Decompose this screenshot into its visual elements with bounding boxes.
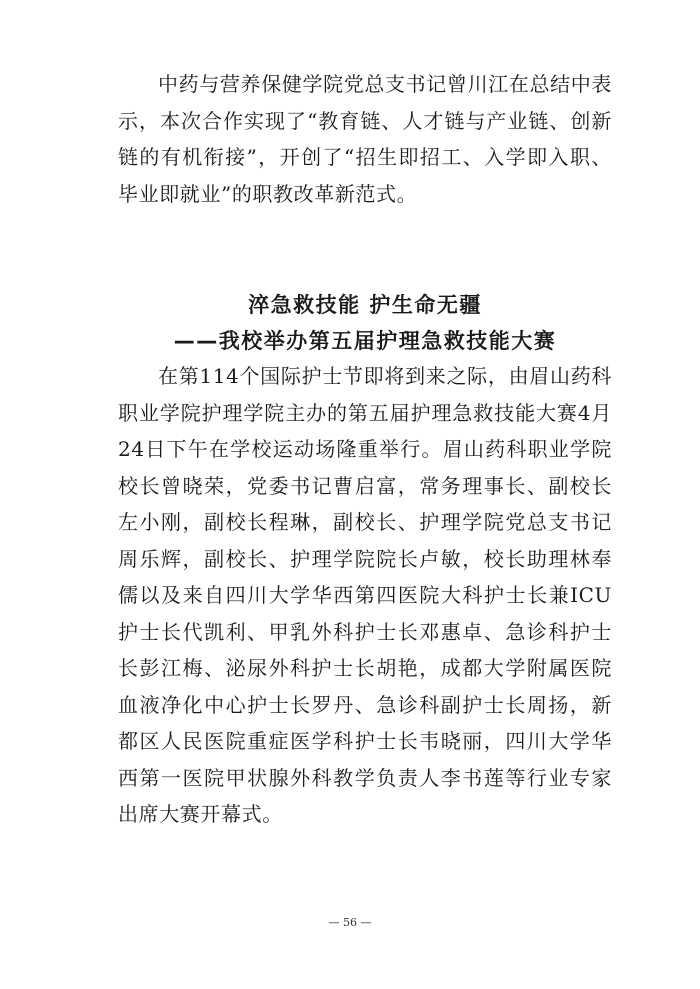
article-body-block bbox=[118, 358, 612, 833]
paragraph-summary: 中药与营养保健学院党总支书记曾川江在总结中表示，本次合作实现了“教育链、人才链与产业链、创新链的有机衔接”，开创了“招生即招工、入学即入职、毕业即就业”的职教改革新范式。 bbox=[118, 72, 612, 206]
body-paragraph-block bbox=[118, 66, 612, 212]
article-paragraph: 在第114个国际护士节即将到来之际，由眉山药科职业学院护理学院主办的第五届护理急救技能大赛4月24日下午在学校运动场隆重举行。眉山药科职业学院校长曾晓荣，党委书记曹启富，常务理事长、副校长左小刚，副校长程琳，副校长、护理学院党总支书记周乐辉，副校长、护理学院院长卢敏，校长助理林奉儒以及来自四川大学华西第四医院大科护士长兼ICU护士长代凯利、甲乳外科护士长邓惠卓、急诊科护士长彭江梅、泌尿外科护士长胡艳，成都大学附属医院血液净化中心护士长罗丹、急诊科副护士长周扬，新都区人民医院重症医学科护士长韦晓丽，四川大学华西第一医院甲状腺外科教学负责人李书莲等行业专家出席大赛开幕式。 bbox=[118, 364, 612, 826]
article-subtitle: ——我校举办第五届护理急救技能大赛 bbox=[173, 329, 557, 353]
page-number: — 56 — bbox=[328, 916, 372, 929]
article-title: 淬急救技能 护生命无疆 bbox=[248, 293, 482, 317]
